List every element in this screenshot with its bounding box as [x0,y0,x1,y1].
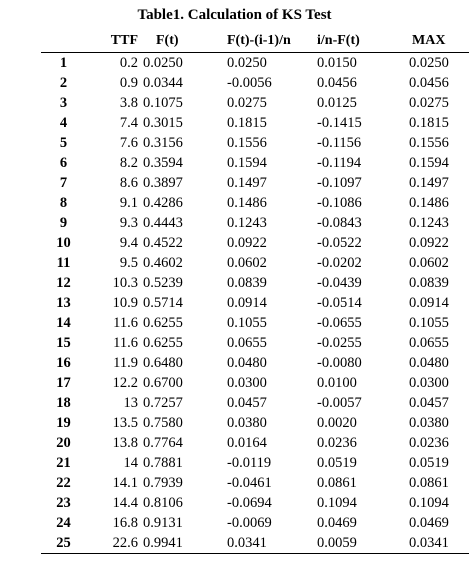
table-row [41,513,469,533]
table-row [41,393,469,413]
ttf-cell: 7.4 [119,115,138,131]
d-minus-cell: -0.0461 [227,475,272,491]
f-cell: 0.1075 [143,95,183,111]
max-cell: 0.1815 [409,115,449,131]
row-index-cell: 18 [56,395,71,411]
f-cell: 0.4602 [143,255,183,271]
table-row [41,333,469,353]
row-index-cell: 7 [59,175,68,191]
table-row [41,173,469,193]
max-cell: 0.1556 [409,135,449,151]
f-cell: 0.4443 [143,215,183,231]
max-cell: 0.0922 [409,235,449,251]
d-plus-cell: 0.0456 [317,75,357,91]
d-plus-cell: -0.1097 [317,175,362,191]
table-row [41,153,469,173]
max-cell: 0.0480 [409,355,449,371]
d-plus-cell: 0.0469 [317,515,357,531]
f-cell: 0.7257 [143,395,183,411]
ttf-cell: 22.6 [86,533,143,554]
max-cell: 0.1594 [409,155,449,171]
ks-test-table [41,30,469,554]
f-cell: 0.3594 [143,155,183,171]
ttf-cell: 3.8 [119,95,138,111]
d-minus-cell: 0.0164 [227,435,267,451]
row-index-cell: 1 [59,55,68,71]
table-row [41,493,469,513]
d-minus-cell: 0.0914 [227,295,267,311]
d-minus-cell: -0.0119 [227,455,272,471]
f-cell: 0.6700 [143,375,183,391]
table-row [41,273,469,293]
ttf-cell: 11.6 [113,335,138,351]
table-row [41,73,469,93]
max-cell: 0.0236 [409,435,449,451]
ttf-cell: 10.3 [112,275,138,291]
table-row [41,313,469,333]
row-index-cell: 16 [56,355,71,371]
row-index-cell: 6 [59,155,68,171]
d-plus-cell: -0.1156 [317,135,362,151]
d-plus-cell: -0.0202 [317,255,362,271]
row-index-cell: 3 [59,95,68,111]
ttf-cell: 9.1 [119,195,138,211]
table-row [41,213,469,233]
f-cell: 0.3015 [143,115,183,131]
ttf-cell: 11.6 [113,315,138,331]
d-plus-cell: -0.0057 [317,395,362,411]
d-minus-cell: 0.1556 [227,135,267,151]
ttf-cell: 12.2 [112,375,138,391]
table-row [41,353,469,373]
ttf-cell: 8.2 [119,155,138,171]
row-index-cell: 24 [56,515,71,531]
f-cell: 0.6255 [143,335,183,351]
ttf-cell: 13.8 [112,435,138,451]
d-minus-cell: 0.0922 [227,235,267,251]
d-minus-cell: 0.0839 [227,275,267,291]
table-body [41,53,469,554]
table-row [41,133,469,153]
f-cell: 0.3897 [143,175,183,191]
row-index-cell: 4 [59,115,68,131]
max-cell: 0.0341 [409,533,469,554]
d-plus-cell: 0.0100 [317,375,357,391]
d-plus-cell: -0.1415 [317,115,362,131]
max-cell: 0.0519 [409,455,449,471]
header-f: F(t) [143,30,227,53]
table-row [41,373,469,393]
row-index-cell: 2 [59,75,68,91]
f-cell: 0.5239 [143,275,183,291]
f-cell: 0.0250 [143,55,183,71]
ttf-cell: 10.9 [112,295,138,311]
ttf-cell: 9.5 [119,255,138,271]
max-cell: 0.0602 [409,255,449,271]
d-plus-cell: 0.1094 [317,495,357,511]
max-cell: 0.0275 [409,95,449,111]
d-minus-cell: 0.0602 [227,255,267,271]
max-cell: 0.1055 [409,315,449,331]
d-plus-cell: -0.0655 [317,315,362,331]
table-row [41,473,469,493]
f-cell: 0.9131 [143,515,183,531]
table-row [41,93,469,113]
d-minus-cell: -0.0694 [227,495,272,511]
d-minus-cell: 0.0250 [227,55,267,71]
d-plus-cell: -0.0522 [317,235,362,251]
f-cell: 0.7580 [143,415,183,431]
d-minus-cell: 0.1486 [227,195,267,211]
d-minus-cell: 0.0300 [227,375,267,391]
max-cell: 0.0861 [409,475,449,491]
d-minus-cell: 0.0457 [227,395,267,411]
row-index-cell: 23 [56,495,71,511]
d-minus-cell: 0.1815 [227,115,267,131]
d-plus-cell: 0.0125 [317,95,357,111]
d-plus-cell: -0.0843 [317,215,362,231]
ttf-cell: 9.3 [119,215,138,231]
d-plus-cell: -0.1194 [317,155,362,171]
header-max: MAX [409,30,469,53]
d-plus-cell: -0.0255 [317,335,362,351]
row-index-cell: 8 [59,195,68,211]
table-row [41,113,469,133]
f-cell: 0.0344 [143,75,183,91]
ttf-cell: 14 [123,455,138,471]
table-row [41,53,469,74]
d-plus-cell: 0.0236 [317,435,357,451]
max-cell: 0.1497 [409,175,449,191]
ttf-cell: 11.9 [113,355,138,371]
table-row [41,433,469,453]
ttf-cell: 13 [123,395,138,411]
ttf-cell: 16.8 [112,515,138,531]
row-index-cell: 20 [56,435,71,451]
max-cell: 0.0250 [409,55,449,71]
row-index-cell: 5 [59,135,68,151]
row-index-cell: 19 [56,415,71,431]
row-index-cell: 22 [56,475,71,491]
ttf-cell: 13.5 [112,415,138,431]
ttf-cell: 0.2 [119,55,138,71]
header-index [41,30,86,53]
table-header-row [41,30,469,53]
row-index-cell: 11 [56,255,71,271]
f-cell: 0.7881 [143,455,183,471]
d-minus-cell: 0.1497 [227,175,267,191]
f-cell: 0.7764 [143,435,183,451]
f-cell: 0.8106 [143,495,183,511]
d-minus-cell: 0.1055 [227,315,267,331]
max-cell: 0.0839 [409,275,449,291]
f-cell: 0.4286 [143,195,183,211]
max-cell: 0.1243 [409,215,449,231]
max-cell: 0.0456 [409,75,449,91]
d-minus-cell: 0.1594 [227,155,267,171]
d-minus-cell: 0.1243 [227,215,267,231]
ttf-cell: 9.4 [119,235,138,251]
row-index-cell: 15 [56,335,71,351]
ttf-cell: 7.6 [119,135,138,151]
max-cell: 0.1094 [409,495,449,511]
row-index-cell: 10 [56,235,71,251]
d-plus-cell: -0.0514 [317,295,362,311]
ttf-cell: 14.1 [112,475,138,491]
ttf-cell: 14.4 [112,495,138,511]
row-index-cell: 21 [56,455,71,471]
row-index-cell: 13 [56,295,71,311]
ttf-cell: 0.9 [119,75,138,91]
table-row [41,413,469,433]
row-index-cell: 9 [59,215,68,231]
table-caption: Table1. Calculation of KS Test [137,7,332,23]
d-minus-cell: -0.0069 [227,515,272,531]
d-plus-cell: -0.1086 [317,195,362,211]
d-minus-cell: 0.0480 [227,355,267,371]
d-minus-cell: 0.0380 [227,415,267,431]
f-cell: 0.4522 [143,235,183,251]
d-minus-cell: -0.0056 [227,75,272,91]
max-cell: 0.0655 [409,335,449,351]
d-plus-cell: 0.0059 [317,533,409,554]
max-cell: 0.0469 [409,515,449,531]
d-minus-cell: 0.0341 [227,533,317,554]
d-plus-cell: 0.0519 [317,455,357,471]
header-ttf: TTF [86,30,143,53]
table-row [41,293,469,313]
header-d-minus: F(t)-(i-1)/n [227,30,317,53]
table-row [41,253,469,273]
d-minus-cell: 0.0275 [227,95,267,111]
table-row [41,233,469,253]
f-cell: 0.6480 [143,355,183,371]
row-index-cell: 17 [56,375,71,391]
d-plus-cell: -0.0080 [317,355,362,371]
table-row [41,453,469,473]
header-d-plus: i/n-F(t) [317,30,409,53]
row-index-cell: 12 [56,275,71,291]
d-plus-cell: -0.0439 [317,275,362,291]
f-cell: 0.7939 [143,475,183,491]
f-cell: 0.3156 [143,135,183,151]
d-plus-cell: 0.0150 [317,55,357,71]
d-minus-cell: 0.0655 [227,335,267,351]
f-cell: 0.5714 [143,295,183,311]
f-cell: 0.9941 [143,533,227,554]
max-cell: 0.0300 [409,375,449,391]
max-cell: 0.0914 [409,295,449,311]
d-plus-cell: 0.0020 [317,415,357,431]
max-cell: 0.0457 [409,395,449,411]
max-cell: 0.0380 [409,415,449,431]
table-row [41,533,469,554]
row-index-cell: 14 [56,315,71,331]
d-plus-cell: 0.0861 [317,475,357,491]
table-row [41,193,469,213]
row-index-cell: 25 [41,533,86,554]
ttf-cell: 8.6 [119,175,138,191]
f-cell: 0.6255 [143,315,183,331]
max-cell: 0.1486 [409,195,449,211]
